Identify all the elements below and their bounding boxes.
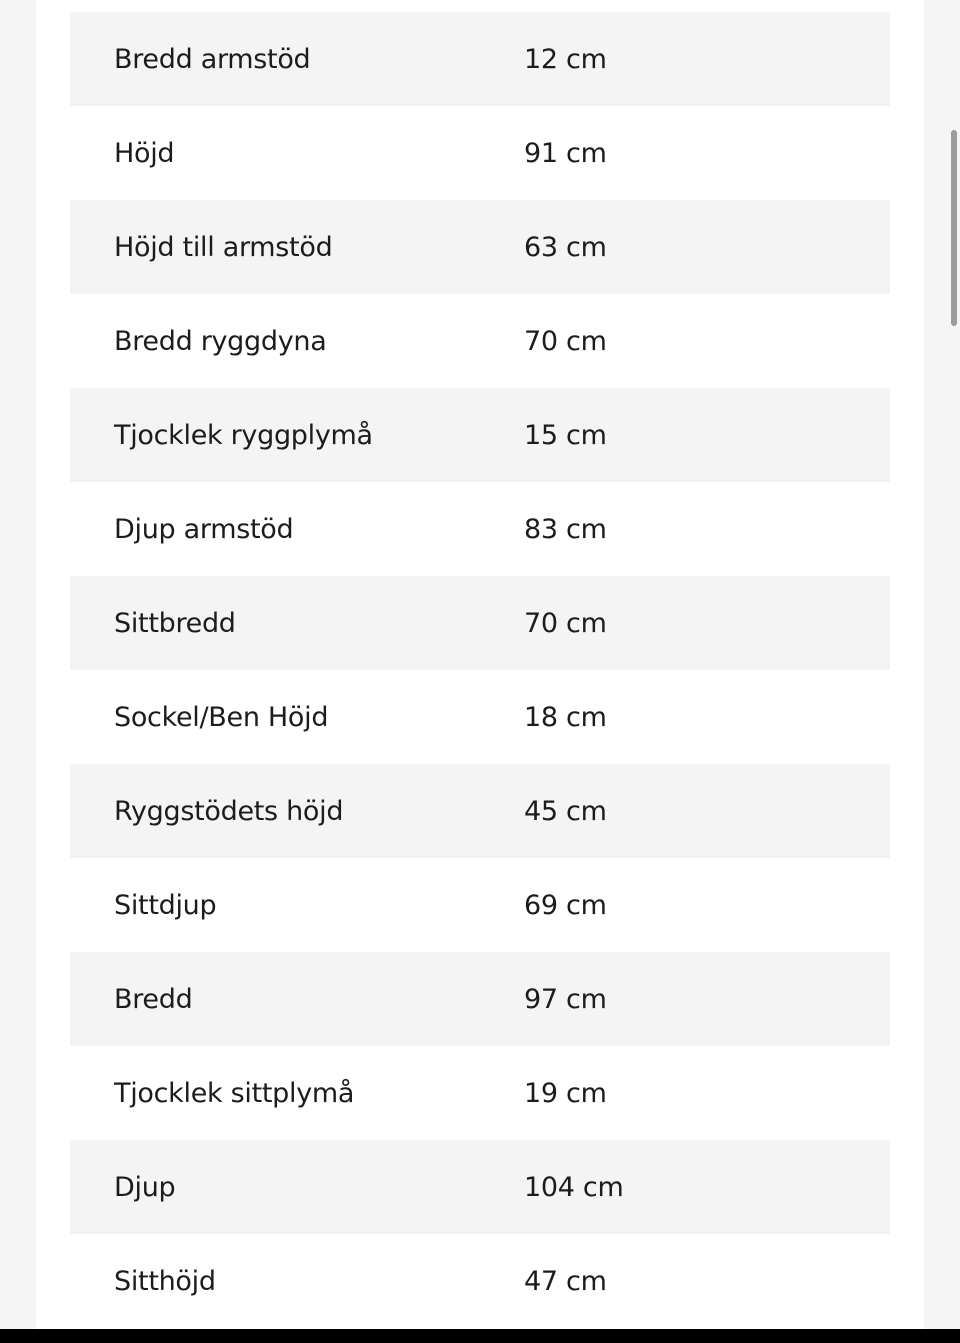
spec-label: Bredd bbox=[114, 983, 193, 1015]
spec-value: 83 cm bbox=[524, 513, 607, 545]
spec-value: 18 cm bbox=[524, 701, 607, 733]
spec-label: Höjd till armstöd bbox=[114, 231, 333, 263]
spec-row bbox=[70, 482, 890, 576]
spec-value: 47 cm bbox=[524, 1265, 607, 1297]
spec-label: Djup bbox=[114, 1171, 176, 1203]
spec-label: Tjocklek sittplymå bbox=[114, 1077, 355, 1109]
spec-label: Bredd armstöd bbox=[114, 43, 311, 75]
spec-value: 69 cm bbox=[524, 889, 607, 921]
spec-row bbox=[70, 764, 890, 858]
spec-row bbox=[70, 1234, 890, 1328]
spec-value: 12 cm bbox=[524, 43, 607, 75]
spec-row bbox=[70, 294, 890, 388]
scrollbar[interactable] bbox=[944, 0, 960, 1329]
spec-label: Sitthöjd bbox=[114, 1265, 216, 1297]
spec-value: 63 cm bbox=[524, 231, 607, 263]
spec-value: 45 cm bbox=[524, 795, 607, 827]
spec-label: Ryggstödets höjd bbox=[114, 795, 344, 827]
spec-label: Djup armstöd bbox=[114, 513, 294, 545]
spec-label: Sittbredd bbox=[114, 607, 236, 639]
spec-value: 97 cm bbox=[524, 983, 607, 1015]
spec-row bbox=[70, 12, 890, 106]
spec-row bbox=[70, 576, 890, 670]
spec-value: 91 cm bbox=[524, 137, 607, 169]
spec-row bbox=[70, 388, 890, 482]
specification-table bbox=[70, 12, 890, 1328]
spec-row bbox=[70, 106, 890, 200]
spec-value: 70 cm bbox=[524, 607, 607, 639]
spec-value: 19 cm bbox=[524, 1077, 607, 1109]
spec-value: 104 cm bbox=[524, 1171, 624, 1203]
spec-value: 15 cm bbox=[524, 419, 607, 451]
spec-label: Sockel/Ben Höjd bbox=[114, 701, 329, 733]
spec-label: Tjocklek ryggplymå bbox=[114, 419, 373, 451]
spec-label: Bredd ryggdyna bbox=[114, 325, 327, 357]
spec-row bbox=[70, 1046, 890, 1140]
page-content bbox=[36, 0, 924, 1329]
spec-row bbox=[70, 858, 890, 952]
spec-row bbox=[70, 200, 890, 294]
spec-label: Sittdjup bbox=[114, 889, 217, 921]
scrollbar-thumb[interactable] bbox=[951, 130, 957, 326]
spec-row bbox=[70, 952, 890, 1046]
bottom-edge-bar bbox=[0, 1329, 960, 1343]
spec-row bbox=[70, 1140, 890, 1234]
spec-value: 70 cm bbox=[524, 325, 607, 357]
spec-row bbox=[70, 670, 890, 764]
spec-label: Höjd bbox=[114, 137, 175, 169]
